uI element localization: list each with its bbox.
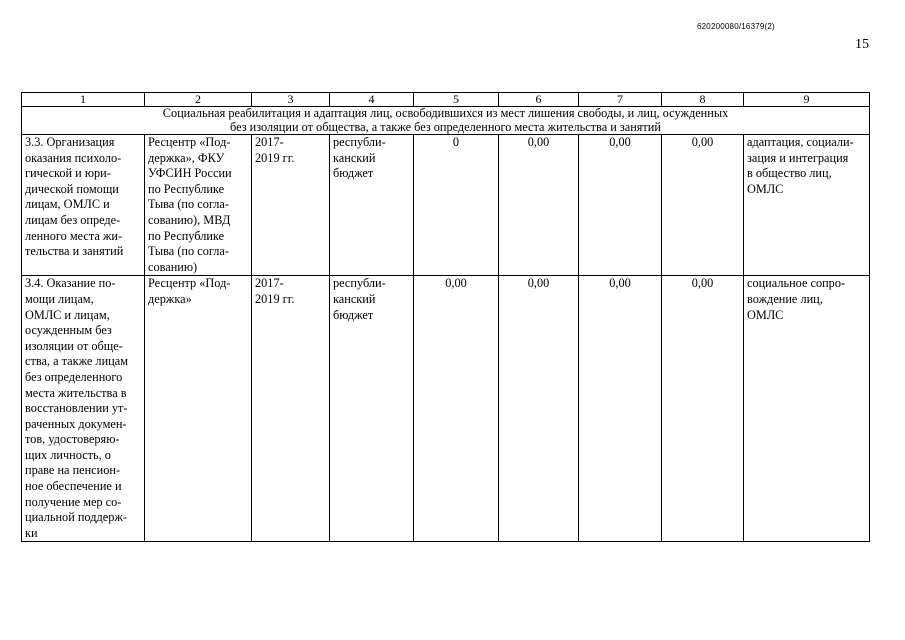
- cell-line: Ресцентр «Под-: [148, 276, 231, 291]
- cell-line: праве на пенсион-: [25, 463, 121, 478]
- program-table: [21, 92, 870, 542]
- cell-line: бюджет: [333, 307, 374, 322]
- source-cell: [330, 135, 414, 276]
- cell-line: в общество лиц,: [747, 166, 832, 181]
- section-title-row: [22, 107, 870, 135]
- cell-line: циальной поддерж-: [25, 510, 127, 525]
- cell-line: лицам без опреде-: [25, 212, 121, 227]
- cell-line: 3.4. Оказание по-: [25, 276, 116, 291]
- amount-cell: 0,00: [579, 135, 662, 276]
- column-number-row: [22, 93, 870, 107]
- cell-line: дической помощи: [25, 181, 119, 196]
- cell-line: места жительства в: [25, 385, 127, 400]
- cell-line: по Республике: [148, 228, 225, 243]
- section-title: [22, 107, 870, 135]
- executor-cell: [145, 135, 252, 276]
- cell-line: раченных докумен-: [25, 416, 127, 431]
- cell-line: держка»: [148, 291, 192, 306]
- cell-line: тельства и занятий: [25, 244, 124, 259]
- cell-line: щих личность, о: [25, 447, 111, 462]
- cell-line: без определенного: [25, 369, 123, 384]
- cell-line: ки: [25, 525, 38, 540]
- cell-line: изоляции от обще-: [25, 338, 123, 353]
- section-title-line: Социальная реабилитация и адаптация лиц, освободившихся из мест лишения свободы, и лиц, осужденных: [162, 106, 729, 120]
- amount-cell: 0,00: [414, 276, 499, 542]
- cell-line: получение мер со-: [25, 494, 122, 509]
- cell-line: держка», ФКУ: [148, 150, 225, 165]
- cell-line: мощи лицам,: [25, 291, 94, 306]
- cell-line: вождение лиц,: [747, 291, 823, 306]
- table-row: [22, 276, 870, 542]
- table-row: [22, 135, 870, 276]
- cell-line: УФСИН России: [148, 166, 232, 181]
- cell-line: осужденным без: [25, 323, 112, 338]
- amount-cell: 0,00: [579, 276, 662, 542]
- activity-cell: [22, 135, 145, 276]
- cell-line: канский: [333, 150, 376, 165]
- cell-line: бюджет: [333, 166, 374, 181]
- column-header: 8: [662, 93, 744, 107]
- column-header: 6: [499, 93, 579, 107]
- amount-cell: 0: [414, 135, 499, 276]
- result-cell: [744, 276, 870, 542]
- cell-line: зация и интеграция: [747, 150, 849, 165]
- cell-line: ленного места жи-: [25, 228, 123, 243]
- cell-line: Тыва (по согла-: [148, 244, 229, 259]
- cell-line: ное обеспечение и: [25, 479, 122, 494]
- cell-line: 2019 гг.: [255, 291, 295, 306]
- page-number: 15: [855, 37, 869, 52]
- cell-line: по Республике: [148, 181, 225, 196]
- cell-line: оказания психоло-: [25, 150, 122, 165]
- period-cell: [252, 135, 330, 276]
- cell-line: 3.3. Организация: [25, 135, 115, 149]
- cell-line: республи-: [333, 135, 386, 149]
- amount-cell: 0,00: [662, 135, 744, 276]
- amount-cell: 0,00: [499, 276, 579, 542]
- period-cell: [252, 276, 330, 542]
- result-cell: [744, 135, 870, 276]
- cell-line: гической и юри-: [25, 166, 111, 181]
- cell-line: социальное сопро-: [747, 276, 846, 291]
- amount-cell: 0,00: [662, 276, 744, 542]
- amount-cell: 0,00: [499, 135, 579, 276]
- cell-line: лицам, ОМЛС и: [25, 197, 110, 212]
- activity-cell: [22, 276, 145, 542]
- column-header: 1: [22, 93, 145, 107]
- column-header: 3: [252, 93, 330, 107]
- cell-line: восстановлении ут-: [25, 401, 128, 416]
- cell-line: Тыва (по согла-: [148, 197, 229, 212]
- section-title-line: без изоляции от общества, а также без определенного места жительства и занятий: [230, 119, 661, 134]
- cell-line: сованию): [148, 259, 198, 274]
- cell-line: ОМЛС: [747, 181, 784, 196]
- column-header: 4: [330, 93, 414, 107]
- cell-line: тов, удостоверяю-: [25, 432, 120, 447]
- cell-line: Ресцентр «Под-: [148, 135, 231, 149]
- cell-line: адаптация, социали-: [747, 135, 854, 149]
- cell-line: ОМЛС: [747, 307, 784, 322]
- cell-line: ства, а также лицам: [25, 354, 128, 369]
- column-header: 2: [145, 93, 252, 107]
- cell-line: ОМЛС и лицам,: [25, 307, 110, 322]
- cell-line: 2019 гг.: [255, 150, 295, 165]
- executor-cell: [145, 276, 252, 542]
- document-id: 620200080/16379(2): [697, 22, 775, 31]
- column-header: 7: [579, 93, 662, 107]
- cell-line: 2017-: [255, 276, 284, 291]
- cell-line: республи-: [333, 276, 386, 291]
- source-cell: [330, 276, 414, 542]
- column-header: 5: [414, 93, 499, 107]
- cell-line: канский: [333, 291, 376, 306]
- cell-line: 2017-: [255, 135, 284, 149]
- column-header: 9: [744, 93, 870, 107]
- cell-line: сованию), МВД: [148, 212, 231, 227]
